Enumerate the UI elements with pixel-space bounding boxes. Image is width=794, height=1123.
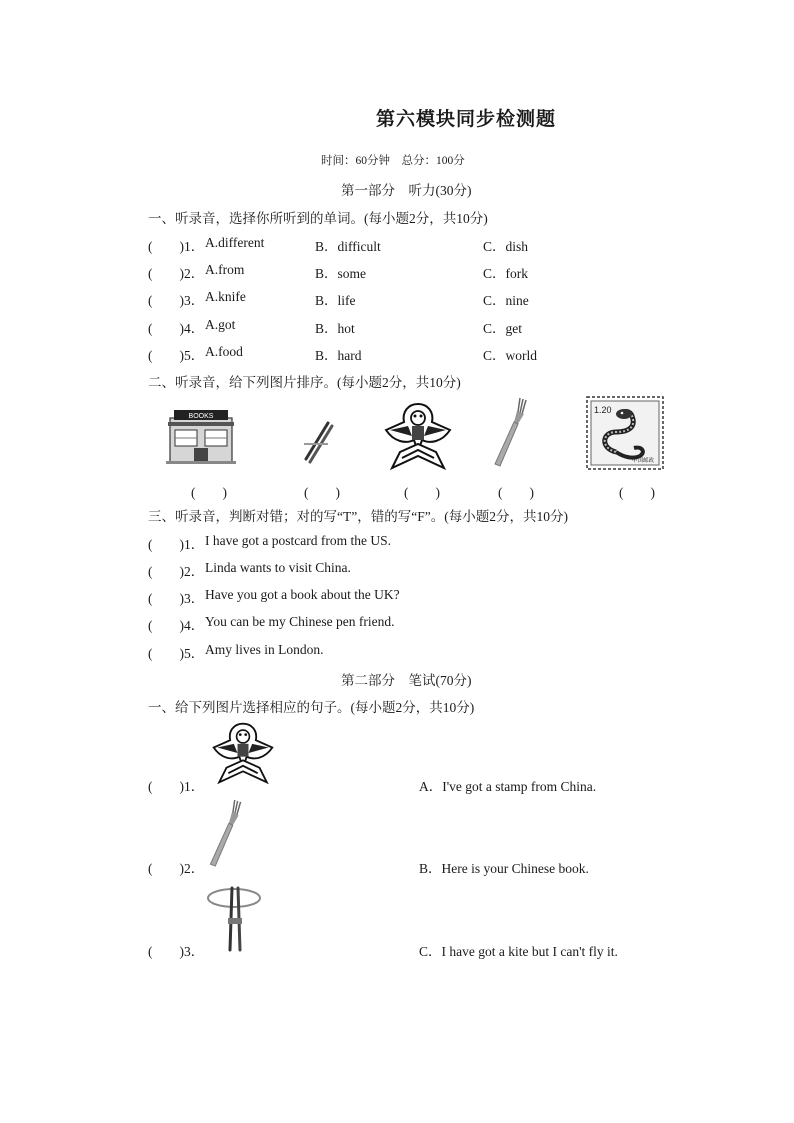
option-b: B．life [315,293,356,308]
question-number: ( )4． [148,321,205,336]
shop-sign-text: BOOKS [188,413,214,420]
question-number: ( )3． [148,944,205,959]
statement: You can be my Chinese pen friend. [205,614,395,629]
statement: Have you got a book about the UK? [205,587,400,602]
fork-picture [203,798,247,868]
question-number: ( )1． [148,239,205,254]
option-c: C．fork [483,266,528,281]
option-b: B．hot [315,321,355,336]
question-number: ( )5． [148,348,205,363]
option-a: A.different [205,235,265,250]
question-number: ( )3． [148,591,205,606]
option-a: A.knife [205,289,246,304]
question-number: ( )1． [148,537,205,552]
part2-heading: 第二部分 笔试(70分) [341,673,472,688]
option-b: B．hard [315,348,362,363]
stamp-value: 1.20 [594,405,612,415]
option-a: A.from [205,262,245,277]
order-bracket[interactable]: ( ) [619,485,655,500]
bookshop-picture [166,408,236,464]
order-bracket[interactable]: ( ) [498,485,534,500]
part1-sec3-heading: 三、听录音，判断对错；对的写“T”，错的写“F”。(每小题2分，共10分) [148,509,568,524]
question-number: ( )2． [148,266,205,281]
option-a: A.got [205,317,236,332]
stamp-country: 中国邮政 [631,458,654,464]
option-b: B．some [315,266,367,281]
part2-sec1-heading: 一、给下列图片选择相应的句子。(每小题2分，共10分) [148,700,475,715]
order-bracket[interactable]: ( ) [191,485,227,500]
statement: I have got a postcard from the US. [205,533,391,548]
question-number: ( )2． [148,564,205,579]
part1-sec1-heading: 一、听录音，选择你所听到的单词。(每小题2分，共10分) [148,211,488,226]
kite-picture [209,720,277,786]
order-bracket[interactable]: ( ) [404,485,440,500]
match-option: A．I've got a stamp from China. [419,779,597,794]
match-option: B．Here is your Chinese book. [419,861,589,876]
order-bracket[interactable]: ( ) [304,485,340,500]
option-c: C．dish [483,239,529,254]
option-b: B．difficult [315,239,381,254]
option-a: A.food [205,344,243,359]
exam-info: 时间：60分钟 总分：100分 [321,155,465,167]
statement: Linda wants to visit China. [205,560,351,575]
question-number: ( )2． [148,861,205,876]
match-option: C．I have got a kite but I can't fly it. [419,944,618,959]
page-title: 第六模块同步检测题 [376,108,557,130]
option-c: C．get [483,321,522,336]
chopsticks-picture [298,420,334,464]
question-number: ( )5． [148,646,205,661]
statement: Amy lives in London. [205,642,324,657]
question-number: ( )1． [148,779,205,794]
part1-heading: 第一部分 听力(30分) [341,183,472,198]
option-c: C．world [483,348,537,363]
kite-picture [382,400,454,472]
chopsticks-bowl-picture [206,884,262,952]
question-number: ( )3． [148,293,205,308]
stamp-picture [586,396,664,470]
fork-picture [490,396,530,468]
part1-sec2-heading: 二、听录音，给下列图片排序。(每小题2分，共10分) [148,375,461,390]
option-c: C．nine [483,293,529,308]
question-number: ( )4． [148,618,205,633]
